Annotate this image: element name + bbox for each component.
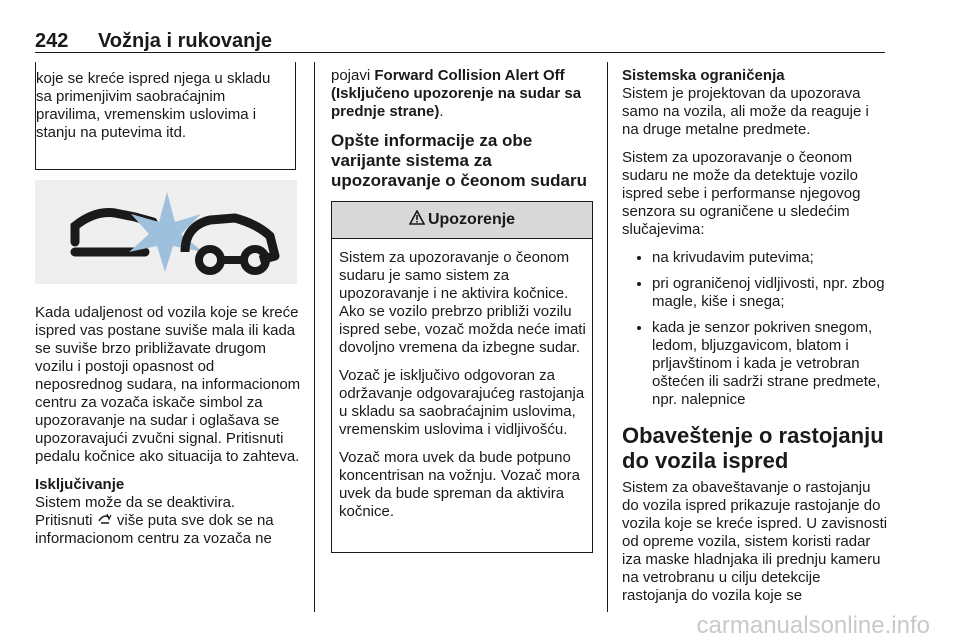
warning-header (332, 202, 592, 239)
column-divider-1 (314, 62, 315, 612)
note-box-text: koje se kreće ispred njega u skladu sa primenjivim saobraćajnim pravilima, vremenskim uslovima i stanju na putevima itd. (36, 70, 271, 141)
paragraph: Kada udaljenost od vozila koje se kreće ispred vas postane suviše mala ili kada se suviše brzo približavate drugom vozilu i postoji opasnost od neposrednog sudara, na informacionom centru za vozača iskače simbol za upozoravanje na sudar i oglašava se upozoravajući zvučni signal. Pritisnuti pedalu kočnice ako situacija to zahteva. (35, 304, 301, 465)
collision-alert-button-icon (97, 512, 117, 529)
column-2-body (331, 67, 593, 199)
warning-paragraph: Vozač je isključivo odgovoran za održavanje odgovarajućeg rastojanja u skladu sa saobraćajnim uslovima, vremenskim uslovima i vidljivošću. (339, 367, 585, 438)
deactivate-instruction: Pritisnuti više puta sve dok se na informacionom centru za vozača ne (35, 512, 274, 547)
limitations-list (622, 249, 888, 409)
warning-title: Upozorenje (427, 211, 516, 228)
column-divider-2 (607, 62, 608, 612)
collision-illustration (35, 180, 297, 284)
page-number: 242 (35, 30, 69, 52)
deactivate-text: Sistem može da se deaktivira. (35, 494, 236, 511)
warning-body (332, 239, 592, 521)
warning-paragraph: Sistem za upozoravanje o čeonom sudaru je samo sistem za upozoravanje i ne aktivira kočnice. Ako se vozilo prebrzo približi vozilu ispred sebe, vozač možda neće imati dovoljno vremena da izbegne sudar. (339, 249, 586, 356)
note-box (35, 62, 296, 170)
section-text: Sistem za obaveštavanje o rastojanju do vozila ispred prikazuje rastojanje do vozila koje se kreće ispred. U zavisnosti od opreme vozila, sistem koristi radar iza maske hladnjaka ili prednju kameru na vetrobranu u cilju detekcije rastojanja do vozila koje se (622, 479, 888, 604)
watermark: carmanualsonline.info (696, 612, 930, 639)
section-heading: Obaveštenje o rastojanju do vozila ispred (622, 423, 884, 473)
warning-paragraph: Vozač mora uvek da bude potpuno koncentrisan na vožnju. Vozač mora uvek da bude spreman da aktivira kočnice. (339, 449, 580, 520)
warning-box (331, 201, 593, 553)
warning-triangle-icon (409, 210, 425, 230)
list-item: • pri ograničenoj vidljivosti, npr. zbog magle, kiše i snega; (652, 275, 888, 311)
deactivate-heading: Isključivanje (35, 476, 125, 493)
column-1-body (35, 304, 301, 548)
header-rule (35, 52, 885, 53)
display-message: Forward Collision Alert Off (Isključeno upozorenje na sudar sa prednje strane) (331, 67, 582, 120)
limits-text: Sistem je projektovan da upozorava samo na vozila, ali može da reaguje i na druge metalne predmete. (622, 85, 869, 138)
collision-alert-icon (35, 180, 297, 284)
paragraph: Sistem za upozoravanje o čeonom sudaru ne može da detektuje vozilo ispred sebe i performanse njegovog senzora su ograničene u sledećim slučajevima: (622, 149, 861, 238)
chapter-title: Vožnja i rukovanje (97, 30, 273, 52)
section-subheading: Opšte informacije za obe varijante sistema za upozoravanje o čeonom sudaru (331, 131, 587, 190)
limits-heading: Sistemska ograničenja (622, 67, 785, 84)
column-3-body (622, 67, 888, 605)
list-item: • kada je senzor pokriven snegom, ledom, bljuzgavicom, blatom i prljavštinom i kada je vetrobran oštećen ili sadrži strane predmete, npr. nalepnice (652, 319, 888, 409)
intro-paragraph: pojavi Forward Collision Alert Off (Isključeno upozorenje na sudar sa prednje strane). (331, 67, 582, 120)
list-item: • na krivudavim putevima; (652, 249, 888, 267)
